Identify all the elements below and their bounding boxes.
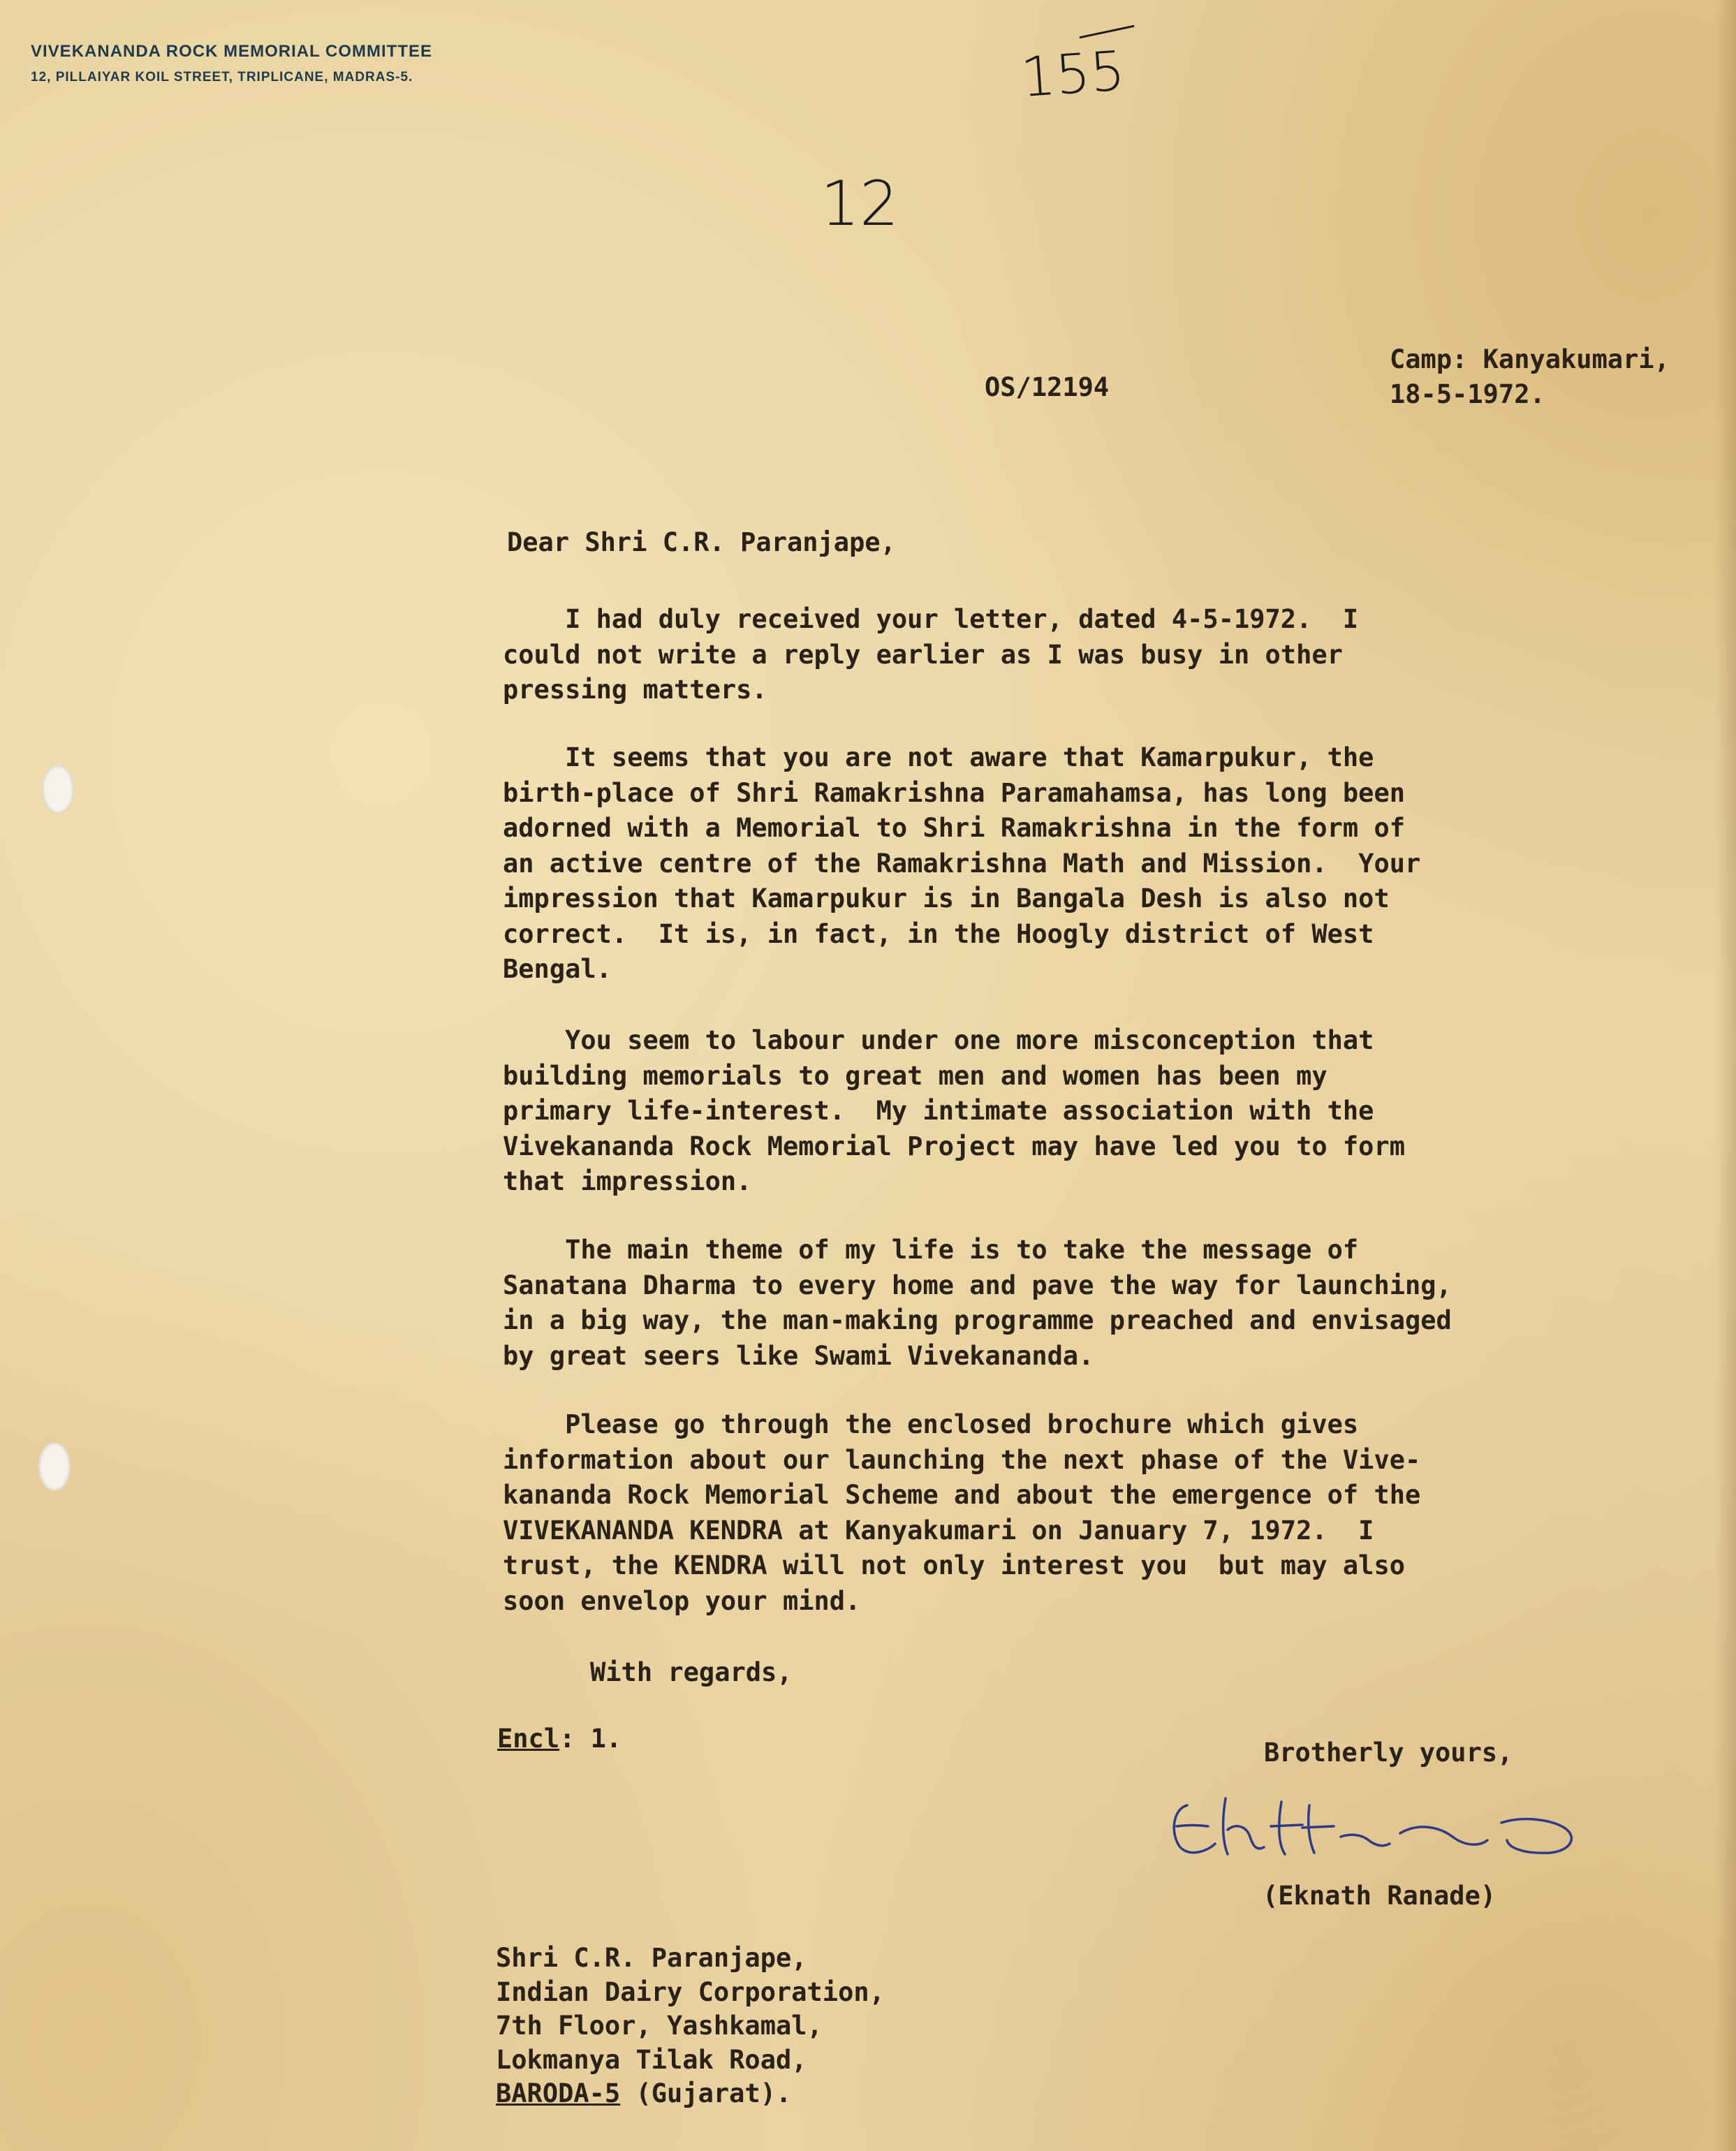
letterhead-address: 12, PILLAIYAR KOIL STREET, TRIPLICANE, MADRAS-5.	[31, 70, 413, 85]
address-line-city	[496, 2077, 885, 2111]
address-line: 7th Floor, Yashkamal,	[496, 2011, 823, 2041]
text-line: birth-place of Shri Ramakrishna Paramahamsa, has long been	[503, 777, 1406, 808]
enclosure-note	[497, 1721, 621, 1756]
text-line: VIVEKANANDA KENDRA at Kanyakumari on January 7, 1972. I	[503, 1515, 1374, 1546]
address-line: Shri C.R. Paranjape,	[496, 1943, 807, 1973]
text-line: in a big way, the man-making programme preached and envisaged	[503, 1305, 1452, 1335]
closing-regards: With regards,	[590, 1657, 793, 1687]
text-line: trust, the KENDRA will not only interest you but may also	[503, 1550, 1406, 1580]
handwritten-folio-number: 155	[1019, 39, 1127, 110]
text-line: Please go through the enclosed brochure which gives	[503, 1409, 1359, 1439]
enclosure-count: : 1.	[559, 1724, 622, 1754]
address-line: Indian Dairy Corporation,	[496, 1976, 885, 2007]
recipient-state: (Gujarat).	[620, 2078, 792, 2108]
text-line: information about our launching the next phase of the Vive-	[503, 1444, 1421, 1475]
text-line: building memorials to great men and women has been my	[503, 1060, 1327, 1091]
enclosure-label: Encl	[497, 1724, 560, 1754]
recipient-address	[496, 1941, 885, 2111]
handwritten-stroke	[1080, 25, 1135, 39]
handwritten-page-number: 12	[821, 168, 899, 240]
letterhead	[31, 42, 432, 85]
recipient-city: BARODA-5	[496, 2078, 621, 2108]
text-line: You seem to labour under one more misconception that	[503, 1025, 1374, 1055]
body-paragraph-2	[503, 740, 1606, 988]
letterhead-organization: VIVEKANANDA ROCK MEMORIAL COMMITTEE	[31, 42, 432, 61]
text-line: I had duly received your letter, dated 4-5-1972. I	[503, 604, 1359, 634]
address-line: Lokmanya Tilak Road,	[496, 2044, 807, 2075]
body-paragraph-1	[503, 602, 1606, 708]
text-line: an active centre of the Ramakrishna Math and Mission. Your	[503, 848, 1421, 879]
body-paragraph-3	[503, 1023, 1606, 1200]
handwritten-signature	[1159, 1784, 1606, 1868]
text-line: It seems that you are not aware that Kamarpukur, the	[503, 742, 1374, 772]
complimentary-close: Brotherly yours,	[1264, 1738, 1513, 1768]
body-paragraph-5	[503, 1407, 1606, 1619]
text-line: Bengal.	[503, 954, 612, 984]
text-line: pressing matters.	[503, 675, 767, 705]
text-line: soon envelop your mind.	[503, 1585, 861, 1616]
salutation: Dear Shri C.R. Paranjape,	[507, 527, 896, 557]
text-line: by great seers like Swami Vivekananda.	[503, 1340, 1094, 1371]
punch-hole	[42, 765, 74, 814]
paper-edge-shadow	[1715, 0, 1736, 2151]
body-paragraph-4	[503, 1233, 1606, 1374]
signatory-name: (Eknath Ranade)	[1263, 1881, 1496, 1911]
text-line: The main theme of my life is to take the message of	[503, 1235, 1359, 1265]
text-line: kananda Rock Memorial Scheme and about the emergence of the	[503, 1480, 1421, 1510]
text-line: adorned with a Memorial to Shri Ramakrishna in the form of	[503, 813, 1406, 843]
letter-date: 18-5-1972.	[1390, 379, 1545, 409]
letter-place: Camp: Kanyakumari,	[1390, 344, 1670, 374]
reference-number: OS/12194	[985, 372, 1110, 402]
text-line: that impression.	[503, 1166, 752, 1196]
text-line: primary life-interest. My intimate association with the	[503, 1096, 1374, 1126]
text-line: could not write a reply earlier as I was busy in other	[503, 639, 1343, 670]
text-line: correct. It is, in fact, in the Hoogly district of West	[503, 918, 1374, 949]
punch-hole	[38, 1442, 71, 1491]
text-line: impression that Kamarpukur is in Bangala Desh is also not	[503, 883, 1390, 913]
text-line: Vivekananda Rock Memorial Project may have led you to form	[503, 1131, 1406, 1161]
text-line: Sanatana Dharma to every home and pave the way for launching,	[503, 1270, 1452, 1300]
